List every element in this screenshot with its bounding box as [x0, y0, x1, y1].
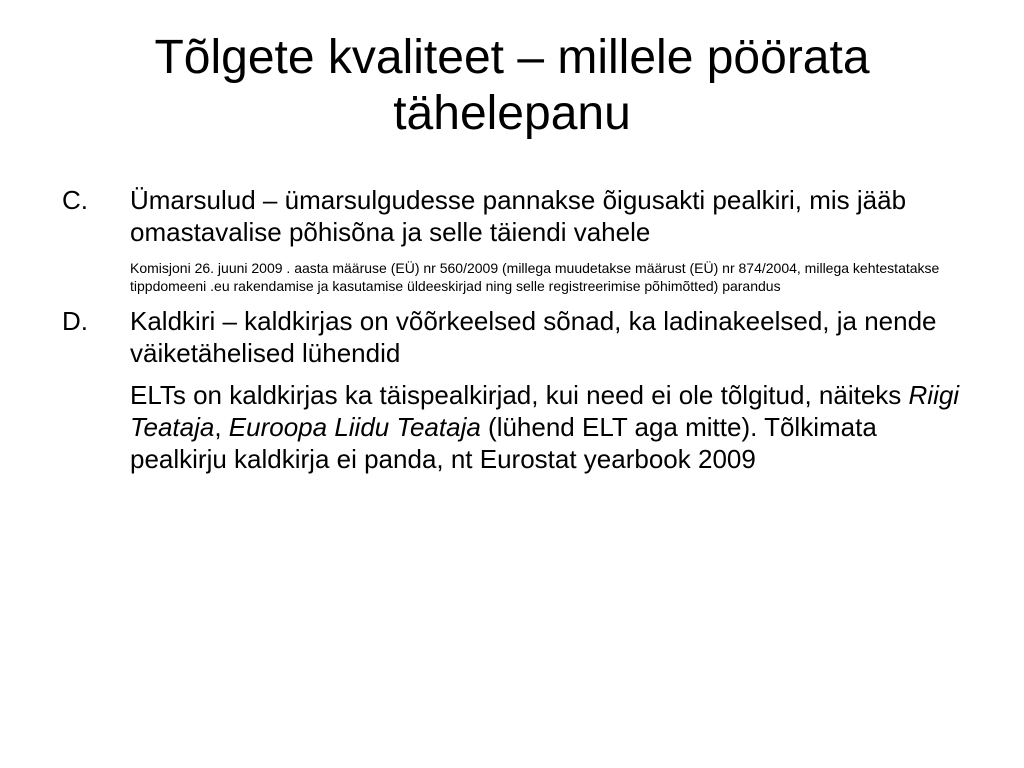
list-item-c [62, 184, 962, 295]
explanation-text-part-3: (lühend ELT aga mitte). Tõlkimata pealkirju kaldkirja ei panda, nt Eurostat yearbook 2009 [130, 412, 877, 474]
slide-title-line-2: tähelepanu [393, 87, 631, 140]
italic-title-elt: Euroopa Liidu Teataja [228, 412, 481, 442]
list-item-d-text: Kaldkiri – kaldkirjas on võõrkeelsed sõnad, ka ladinakeelsed, ja nende väiketähelised lühendid [130, 306, 937, 368]
list-marker-c: C. [62, 185, 88, 215]
italic-title-riigi-teataja: Riigi Teataja [130, 380, 960, 442]
list-item-d-explanation [130, 379, 962, 475]
slide-title-line-1: Tõlgete kvaliteet – millele pöörata [154, 31, 870, 84]
explanation-text-part-2: , [214, 412, 229, 442]
explanation-text-part-1: ELTs on kaldkirjas ka täispealkirjad, kui need ei ole tõlgitud, näiteks [130, 380, 909, 410]
list-item-c-text: Ümarsulud – ümarsulgudesse pannakse õigusakti pealkiri, mis jääb omastavalise põhisõna ja selle täiendi vahele [130, 185, 907, 247]
slide-content [62, 184, 962, 475]
list-item-d [62, 305, 962, 475]
list-item-c-example-note: Komisjoni 26. juuni 2009 . aasta määruse (EÜ) nr 560/2009 (millega muudetakse määrust (EÜ) nr 874/2004, millega kehtestatakse tippdomeeni .eu rakendamise ja kasutamise üldeeskirjad ning selle registreerimise põhimõtted) parandus [130, 260, 940, 294]
slide-title [40, 30, 984, 142]
list-marker-d: D. [62, 306, 88, 336]
